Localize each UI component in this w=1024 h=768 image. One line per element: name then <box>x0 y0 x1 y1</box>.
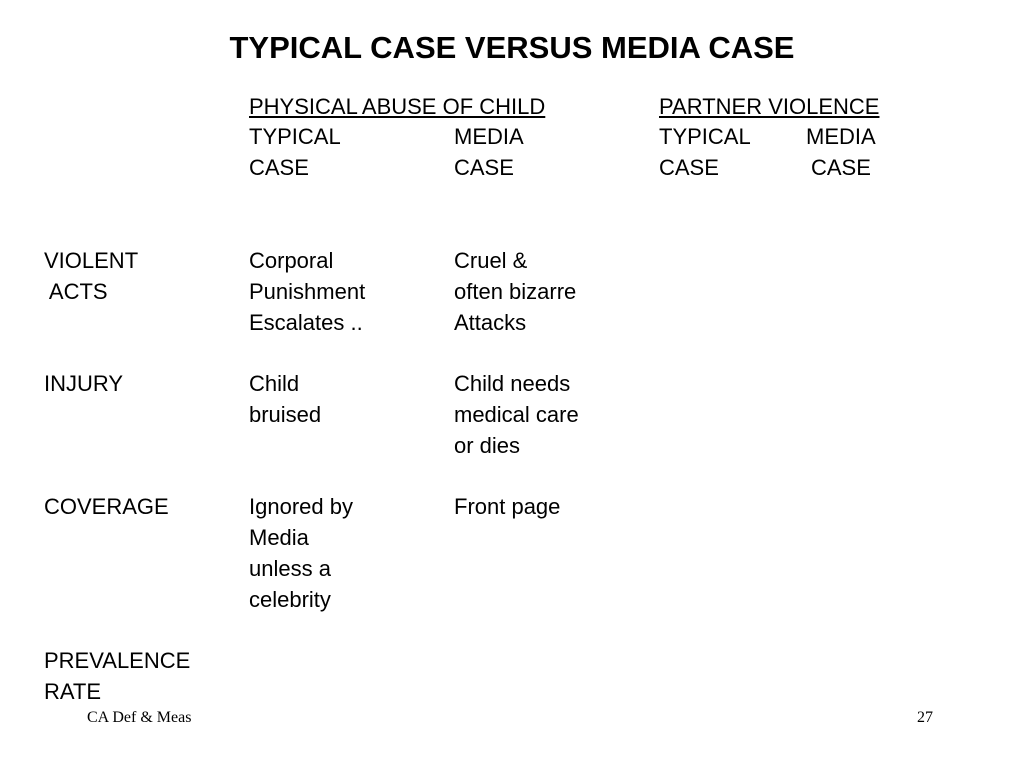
cell-violent-typical-line1: Corporal <box>249 248 334 273</box>
header-pv-media-line1: MEDIA <box>806 124 876 149</box>
header-pv-typical-line1: TYPICAL <box>659 124 751 149</box>
cell-coverage-typical-line4: celebrity <box>249 587 331 612</box>
page-number: 27 <box>917 709 933 726</box>
cell-violent-typical-line2: Punishment <box>249 279 366 304</box>
cell-coverage-typical-line1: Ignored by <box>249 494 353 519</box>
cell-coverage-media-line1: Front page <box>454 494 561 519</box>
row-label-violent-acts-line2: ACTS <box>44 279 108 304</box>
header-physical-abuse: PHYSICAL ABUSE OF CHILD <box>249 94 546 119</box>
row-label-prevalence-line1: PREVALENCE <box>44 648 191 673</box>
cell-injury-media-line3: or dies <box>454 433 521 458</box>
header-pa-media-line2: CASE <box>454 155 514 180</box>
row-label-injury: INJURY <box>44 371 124 396</box>
slide-title: TYPICAL CASE VERSUS MEDIA CASE <box>229 30 795 65</box>
cell-violent-media-line2: often bizarre <box>454 279 577 304</box>
header-pv-media-line2: CASE <box>811 155 871 180</box>
header-pa-typical-line2: CASE <box>249 155 309 180</box>
cell-injury-media-line1: Child needs <box>454 371 571 396</box>
cell-violent-typical-line3: Escalates .. <box>249 310 363 335</box>
cell-violent-media-line3: Attacks <box>454 310 527 335</box>
row-label-violent-acts-line1: VIOLENT <box>44 248 139 273</box>
header-pv-typical-line2: CASE <box>659 155 719 180</box>
footer-text: CA Def & Meas <box>87 709 192 726</box>
cell-coverage-typical-line2: Media <box>249 525 309 550</box>
cell-injury-typical-line1: Child <box>249 371 300 396</box>
row-label-coverage: COVERAGE <box>44 494 169 519</box>
header-pa-typical-line1: TYPICAL <box>249 124 341 149</box>
cell-injury-media-line2: medical care <box>454 402 579 427</box>
header-partner-violence: PARTNER VIOLENCE <box>659 94 880 119</box>
header-pa-media-line1: MEDIA <box>454 124 524 149</box>
cell-coverage-typical-line3: unless a <box>249 556 331 581</box>
cell-violent-media-line1: Cruel & <box>454 248 528 273</box>
row-label-prevalence-line2: RATE <box>44 679 102 704</box>
cell-injury-typical-line2: bruised <box>249 402 322 427</box>
